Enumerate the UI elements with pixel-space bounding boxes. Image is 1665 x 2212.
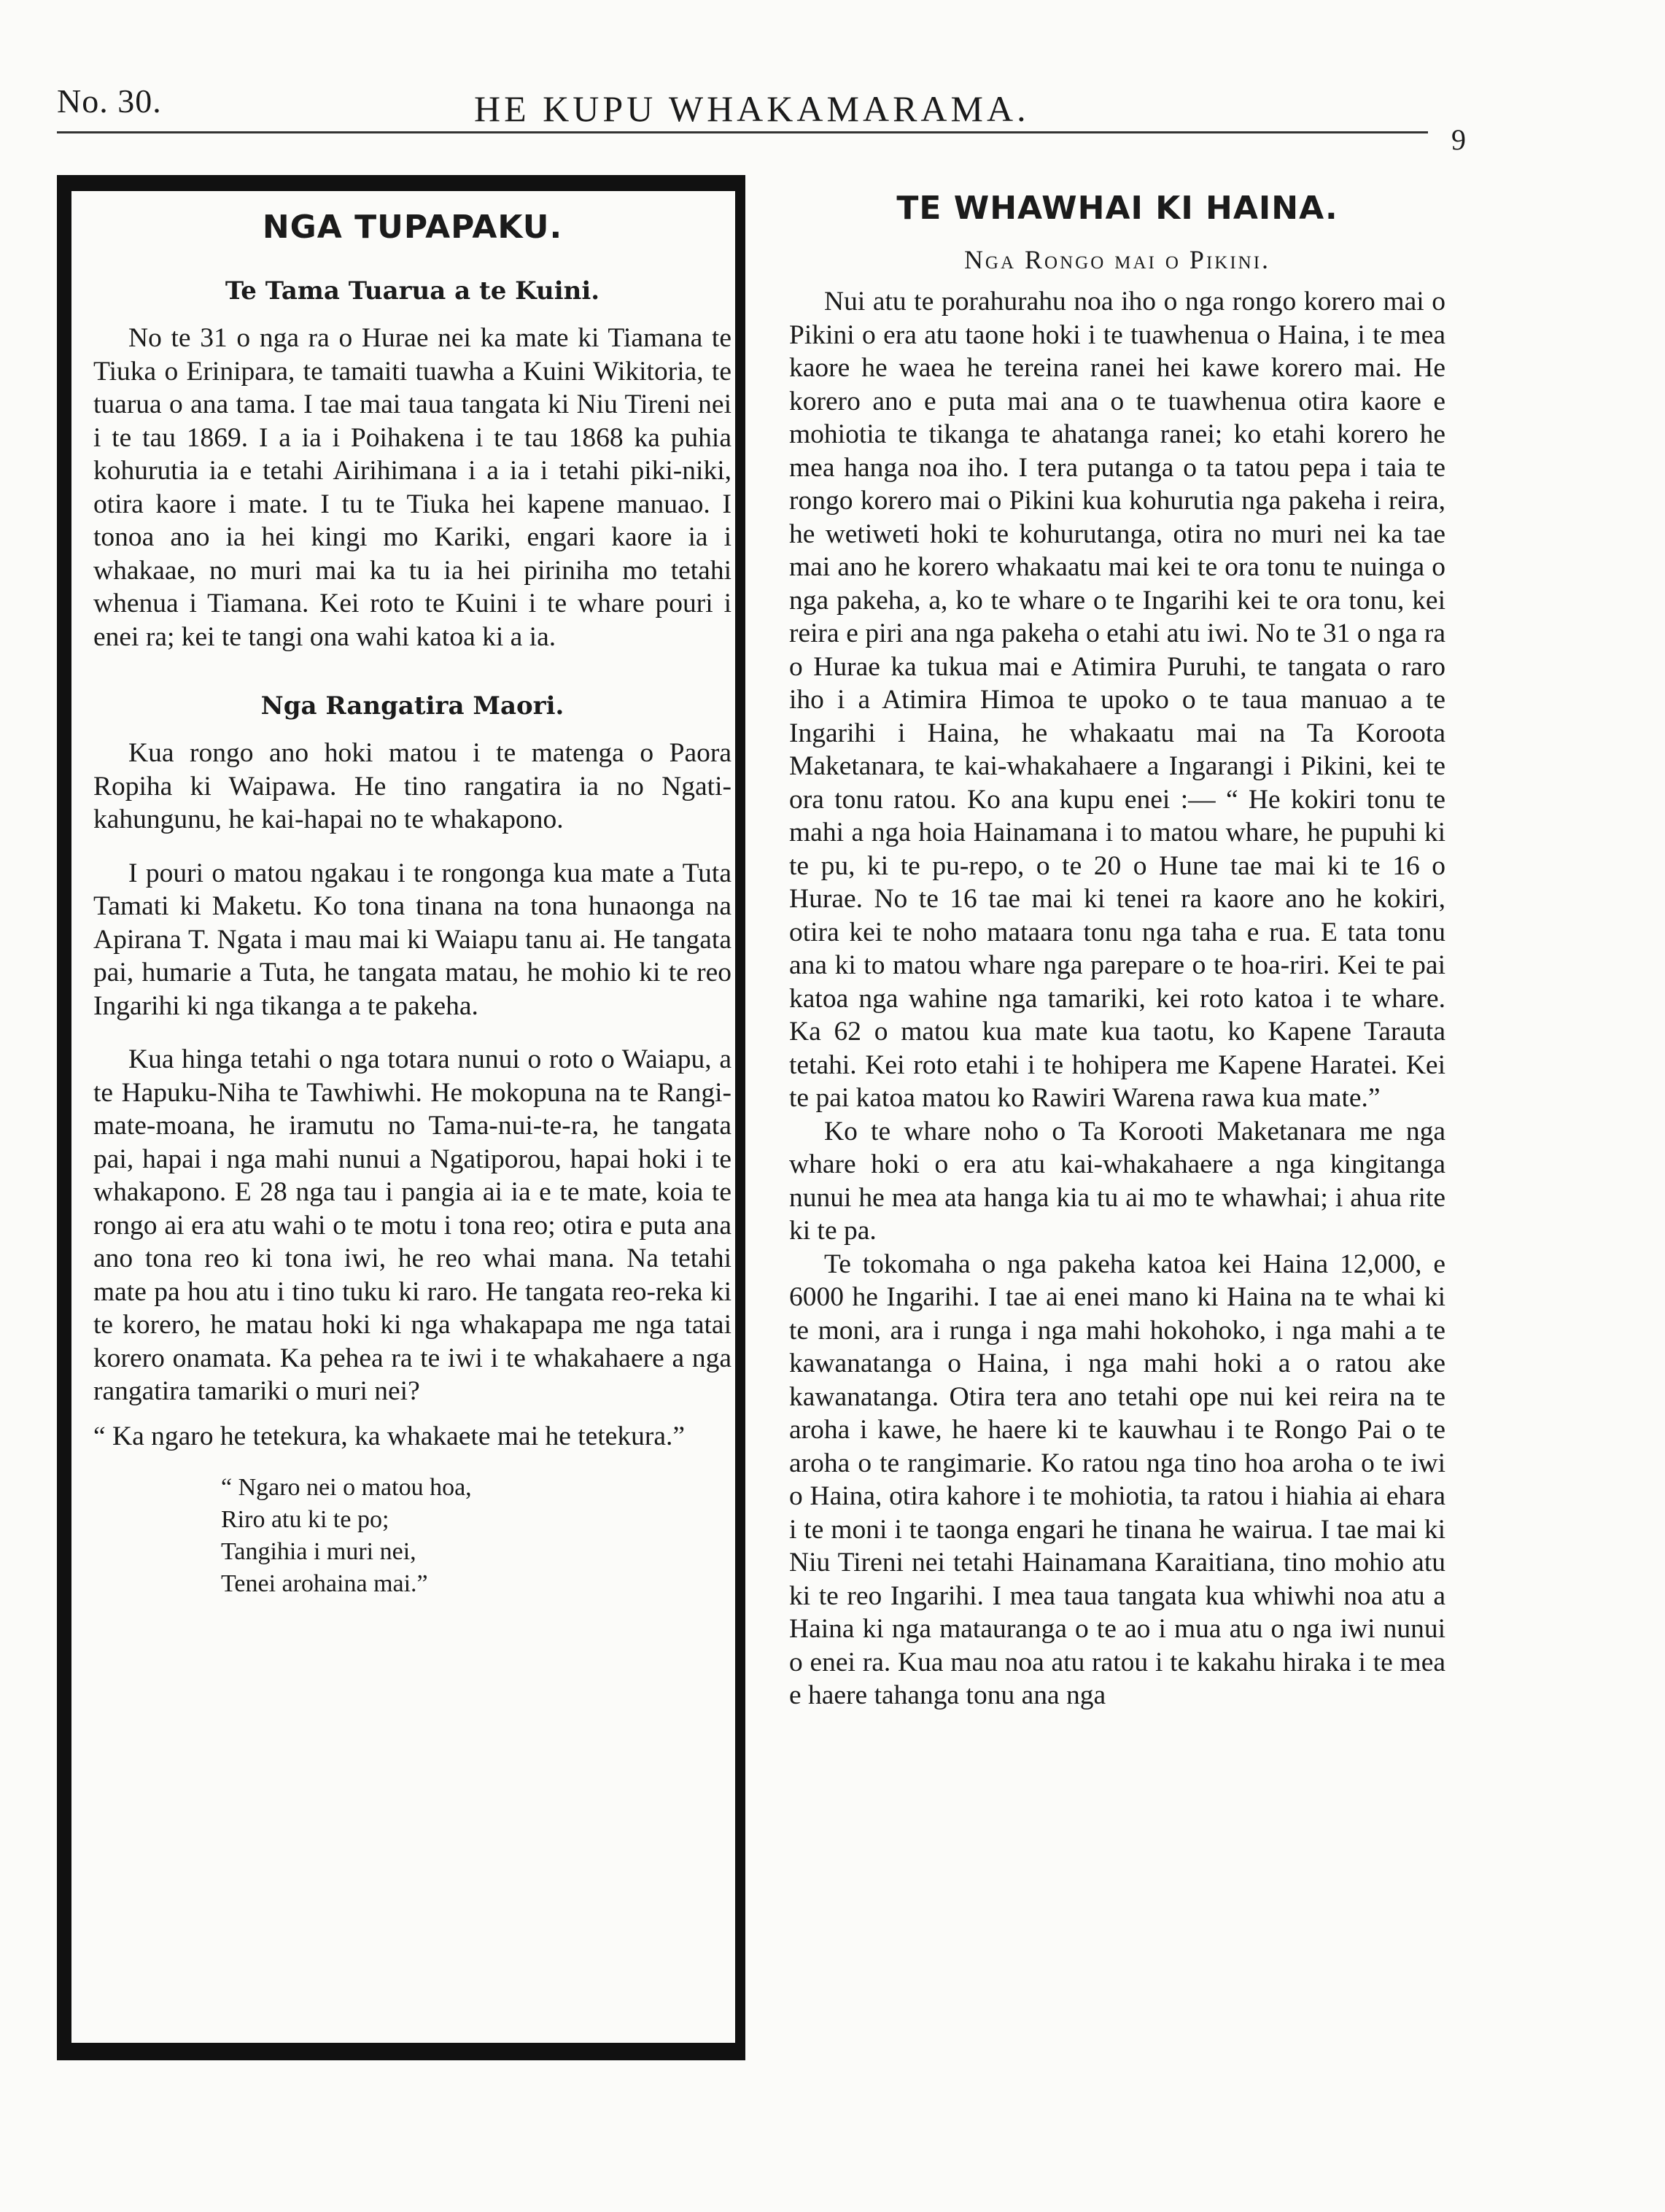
article-subtitle: Nga Rongo mai o Pikini. bbox=[963, 245, 1271, 274]
proverb: “ Ka ngaro he tetekura, ka whakaete mai he tetekura.” bbox=[93, 1421, 686, 1451]
obituary-title: NGA TUPAPAKU. bbox=[262, 209, 563, 246]
verse-line: “ Ngaro nei o matou hoa, bbox=[221, 1474, 472, 1501]
article-paragraph: Nui atu te porahurahu noa iho o nga rongo korero mai o Pikini o era atu taone hoki i te tuawhenua o Haina, i te mea kaore he waea he tereina ranei hei kawe korero mai. He korero ano e puta mai ana o te tuawhenua otira kaore e mohiotia te tikanga te ahatanga ranei; ko etahi korero he mea hanga noa iho. I tera putanga o ta tatou pepa i taia te rongo korero mai o Pikini kua kohurutia nga pakeha i reira, he wetiweti hoki te kohurutanga, otira no muri nei ka tae mai ano he korero whakaatu mai kei te ora tonu te nuinga o nga pakeha, a, ko te whare o te Ingarihi kei te ora tonu, kei reira e piri ana nga pakeha o etahi atu iwi. No te 31 o nga ra o Hurae ka tukua mai e Atimira Puruhi, te tangata o raro iho i a Atimira Himoa te upoko o te taua manuao a te Ingarihi i Haina, he whakaatu mai na Ta Koroota Maketanara, te kai-whakahaere a Ingarangi i Pikini, kei te ora tonu ratou. Ko ana kupu enei :— “ He kokiri tonu te mahi a nga hoia Hainamana i to matou whare, he pupuhi ki te pu, ki te pu-repo, o te 20 o Hune tae mai ki te 16 o Hurae. No te 16 tae mai ki tenei ra kaore ano he kokiri, otira kei te noho mataara tonu nga taha e rua. E tata tonu ana ki to matou whare nga parepare o te hoa-riri. Kei te pai katoa nga wahine nga tamariki, kei roto katoa i te whare. Ka 62 o matou kua mate kua taotu, ko Kapene Tarauta tetahi. Kei roto etahi i te hohipera me Kapene Haratei. Kei te pai katoa matou ko Rawiri Warena rawa kua mate.” bbox=[789, 287, 1445, 1113]
verse-line: Tangihia i muri nei, bbox=[221, 1538, 416, 1565]
article-title: TE WHAWHAI KI HAINA. bbox=[896, 190, 1338, 227]
running-head: HE KUPU WHAKAMARAMA. bbox=[474, 88, 1030, 129]
verse-line: Riro atu ki te po; bbox=[221, 1506, 389, 1533]
left-column bbox=[93, 204, 731, 1600]
section-heading-maori-chiefs: Nga Rangatira Maori. bbox=[260, 691, 564, 721]
verse-line: Tenei arohaina mai.” bbox=[221, 1570, 428, 1597]
page-number: 9 bbox=[1451, 123, 1466, 156]
issue-number: No. 30. bbox=[57, 82, 162, 120]
section-heading-queen-son: Te Tama Tuarua a te Kuini. bbox=[225, 276, 600, 306]
header-rule bbox=[57, 131, 1428, 133]
article-paragraph: Kua hinga tetahi o nga totara nunui o roto o Waiapu, a te Hapuku-Niha te Tawhiwhi. He mokopuna na te Rangi-mate-moana, he iramutu no Tama-nui-te-ra, he tangata pai, hapai i nga mahi nunui a Ngatiporou, hapai hoki i te whakapono. E 28 nga tau i pangia ai ia e te mate, koia te rongo ai era atu wahi o te motu i tona reo; otira e puta ana ano tona reo ki tona iwi, he reo whai mana. Na tetahi mate pa hou atu i tino tuku ki raro. He tangata reo-reka ki te korero, he matau hoki ki nga whakapapa me nga tatai korero onamata. Ka pehea ra te iwi i te whakahaere a nga rangatira tamariki o muri nei? bbox=[93, 1044, 731, 1406]
article-paragraph: I pouri o matou ngakau i te rongonga kua mate a Tuta Tamati ki Maketu. Ko tona tinana na tona hunaonga na Apirana T. Ngata i mau mai ki Waiapu tanu ai. He tangata pai, humarie a Tuta, he tangata matau, he mohio ki te reo Ingarihi ki nga tikanga a te pakeha. bbox=[93, 858, 731, 1021]
article-paragraph: No te 31 o nga ra o Hurae nei ka mate ki Tiamana te Tiuka o Erinipara, te tamaiti tuawha a Kuini Wikitoria, te tuarua o ana tama. I tae mai taua tangata ki Niu Tireni nei i te tau 1869. I a ia i Poihakena i te tau 1868 ka puhia kohurutia ia e tetahi Airihimana i a ia i tetahi piki-niki, otira kaore i mate. I tu te Tiuka hei kapene manuao. I tonoa ano ia hei kingi mo Kariki, engari kaore ia i whakaae, no muri mai ka tu ia hei piriniha mo tetahi whenua i Tiamana. Kei roto te Kuini i te whare pouri i enei ra; kei te tangi ona wahi katoa ki a ia. bbox=[93, 323, 731, 652]
right-column bbox=[789, 190, 1445, 1712]
article-paragraph: Kua rongo ano hoki matou i te matenga o Paora Ropiha ki Waipawa. He tino rangatira ia no Ngati-kahungunu, he kai-hapai no te whakapono. bbox=[93, 738, 731, 834]
article-paragraph: Ko te whare noho o Ta Korooti Maketanara me nga whare hoki o era atu kai-whakahaere a nga kingitanga nunui he mea ata hanga kia tu ai mo te whawhai; i ahua rite ki te pa. bbox=[789, 1116, 1445, 1246]
article-paragraph: Te tokomaha o nga pakeha katoa kei Haina 12,000, e 6000 he Ingarihi. I tae ai enei mano ki Haina na te whai ki te moni, ara i runga i nga mahi hokohoko, i nga mahi a te kawanatanga o Haina, i nga mahi hoki a o ratou ake kawanatanga. Otira tera ano tetahi ope nui kei reira na te aroha i kawe, he haere ki te kauwhau i te Rongo Pai o te aroha o te rangimarie. Ko ratou nga tino hoa aroha o te iwi o Haina, otira kahore i te mohiotia, ta ratou i hiahia ai ehara i te moni i te taonga engari he tinana he wairua. I tae mai ki Niu Tireni nei tetahi Hainamana Karaitiana, tino mohio atu ki te reo Ingarihi. I mea taua tangata kua whiwhi noa atu a Haina ki nga matauranga o te ao i mua atu o nga iwi nunui o enei ra. Kua mau noa atu ratou i te kakahu hiraka i te mea e haere tahanga tonu ana nga bbox=[789, 1249, 1445, 1710]
lament-verse bbox=[93, 1472, 731, 1600]
